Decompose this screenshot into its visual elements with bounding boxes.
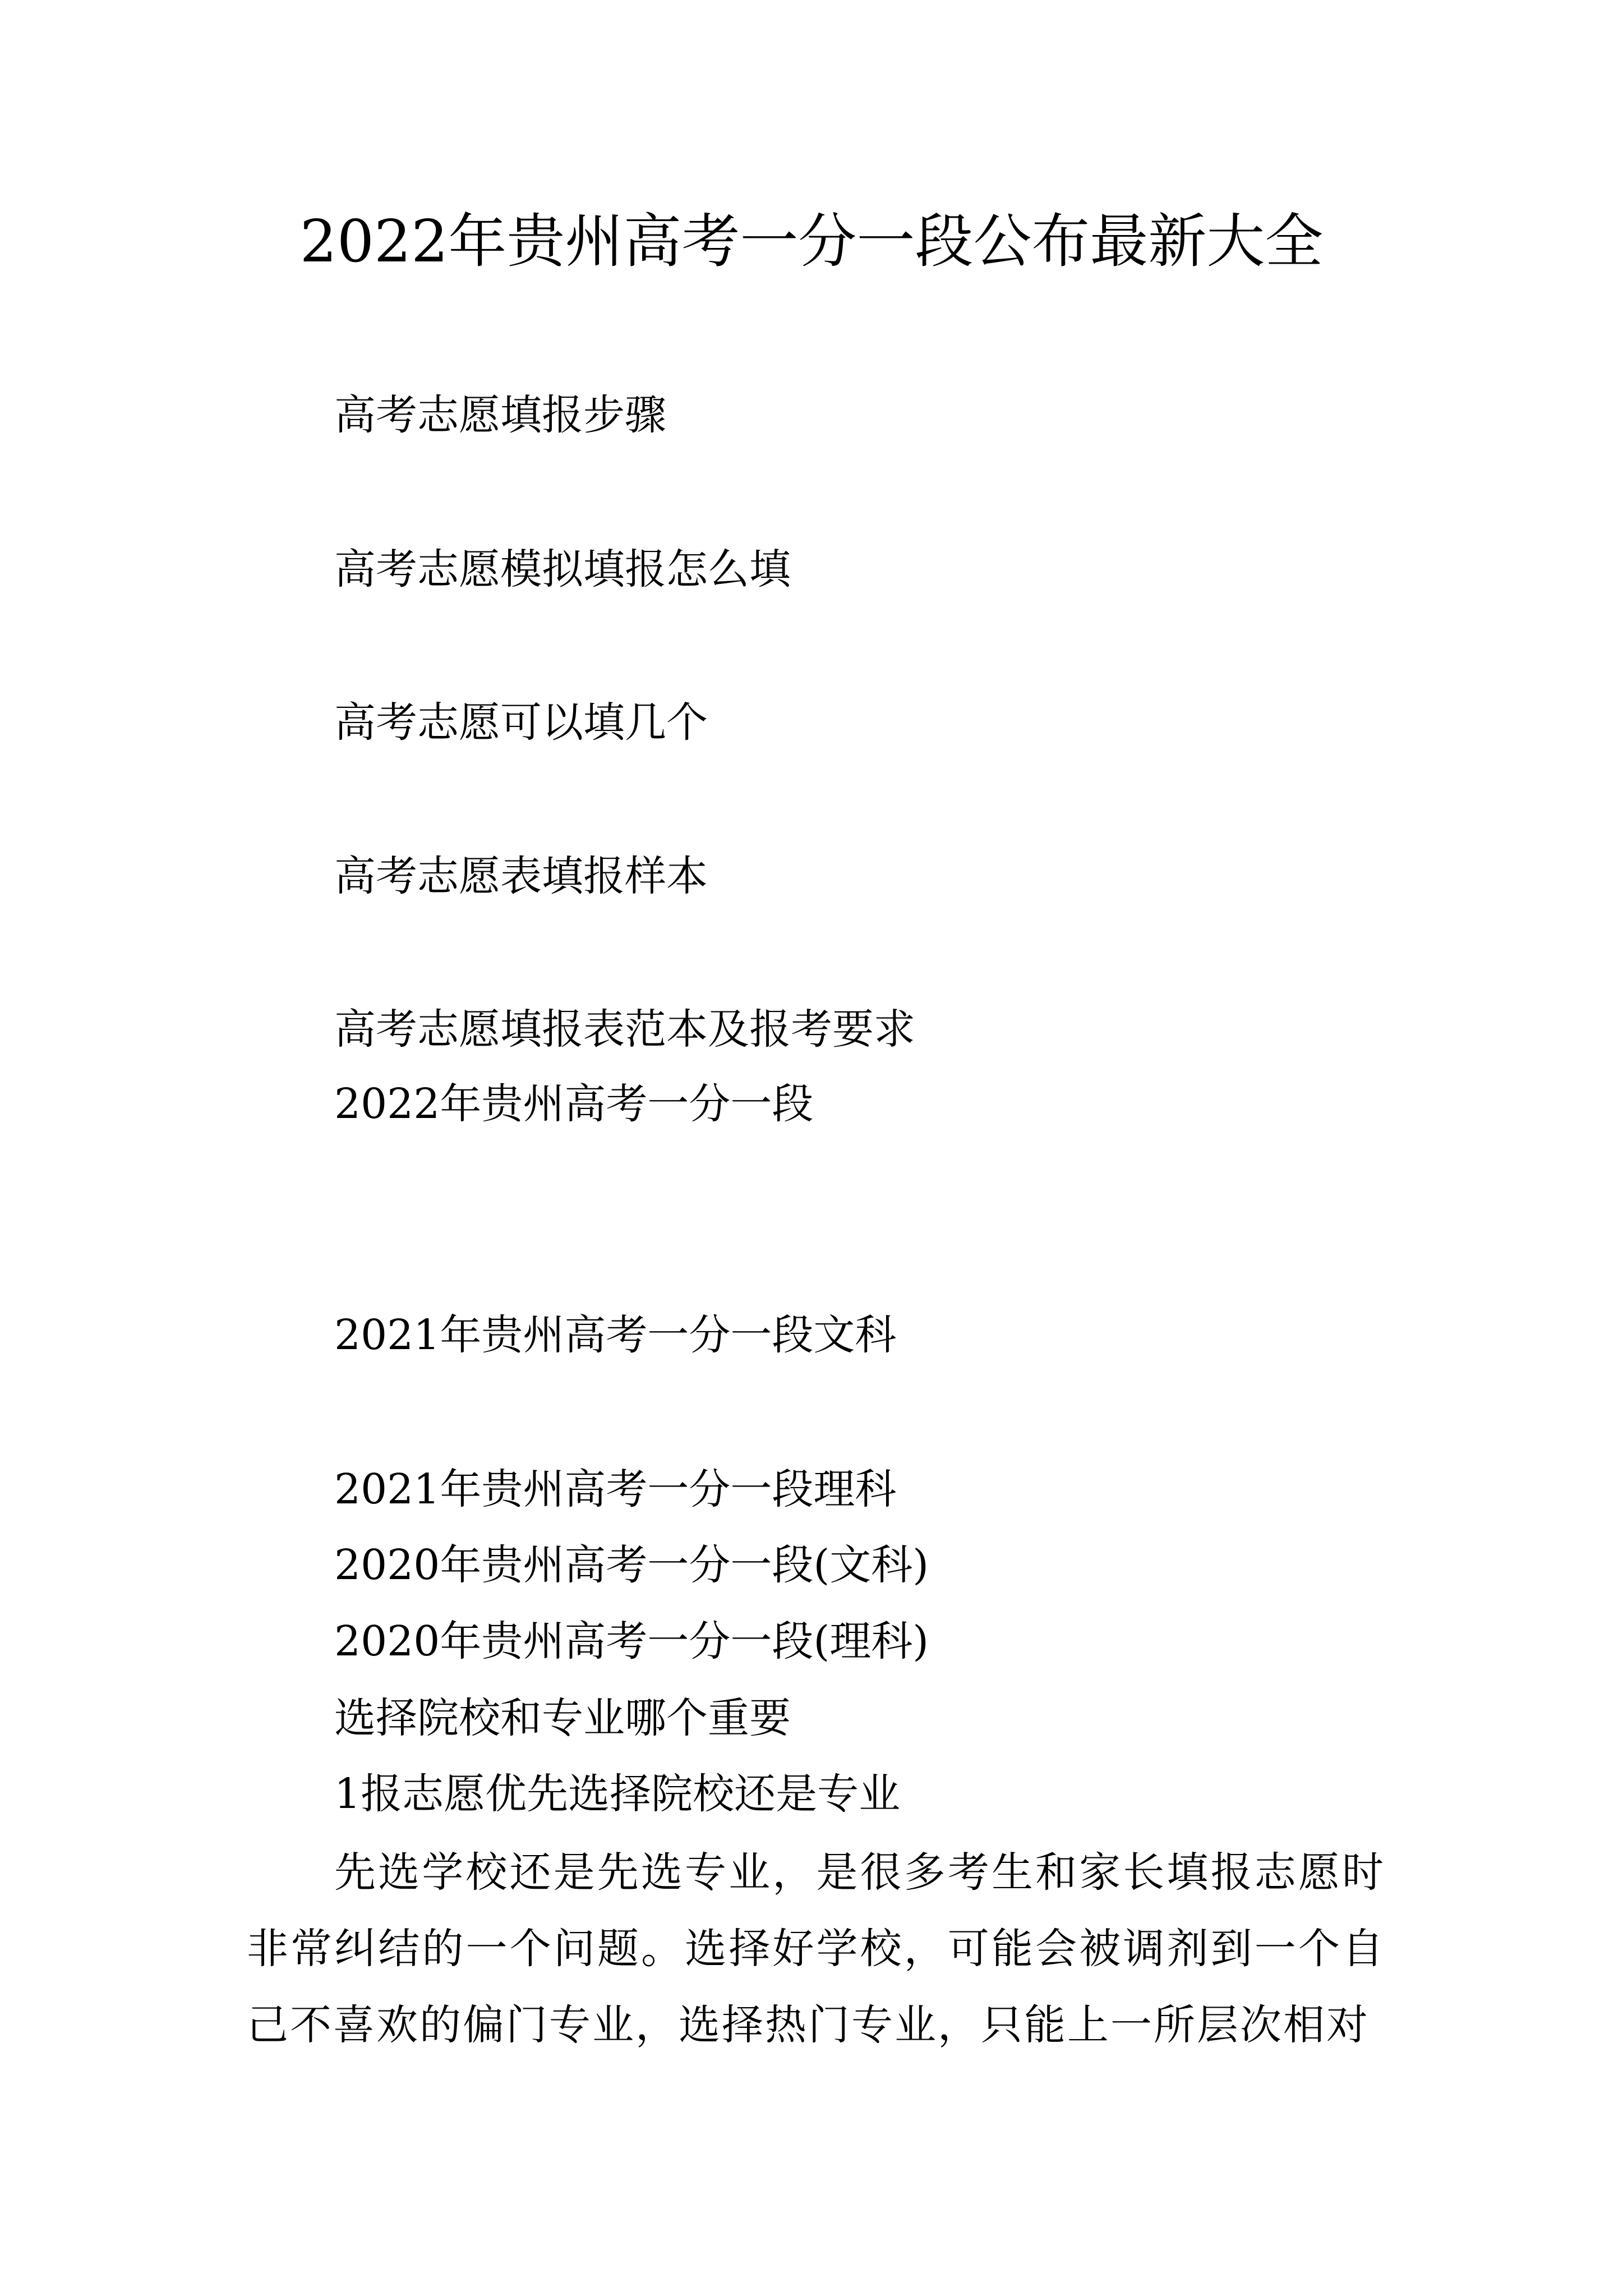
heading-line: 高考志愿模拟填报怎么填 [334, 545, 791, 593]
heading-line: 2022年贵州高考一分一段 [334, 1080, 814, 1128]
heading-line: 1报志愿优先选择院校还是专业 [334, 1770, 901, 1818]
heading-line: 选择院校和专业哪个重要 [334, 1694, 791, 1742]
document-title: 2022年贵州高考一分一段公布最新大全 [299, 207, 1324, 275]
heading-line: 2021年贵州高考一分一段理科 [334, 1465, 897, 1513]
heading-line: 高考志愿可以填几个 [334, 698, 708, 747]
heading-line: 2021年贵州高考一分一段文科 [334, 1311, 897, 1359]
heading-line: 高考志愿填报步骤 [334, 391, 666, 439]
heading-line: 2020年贵州高考一分一段(理科) [334, 1617, 929, 1665]
heading-line: 2020年贵州高考一分一段(文科) [334, 1541, 929, 1589]
heading-line: 高考志愿填报表范本及报考要求 [334, 1005, 915, 1053]
heading-line: 高考志愿表填报样本 [334, 852, 708, 900]
body-paragraph: 先选学校还是先选专业，是很多考生和家长填报志愿时非常纠结的一个问题。选择好学校，可能会被调剂到一个自己不喜欢的偏门专业，选择热门专业，只能上一所层次相对 [247, 1848, 1385, 2049]
